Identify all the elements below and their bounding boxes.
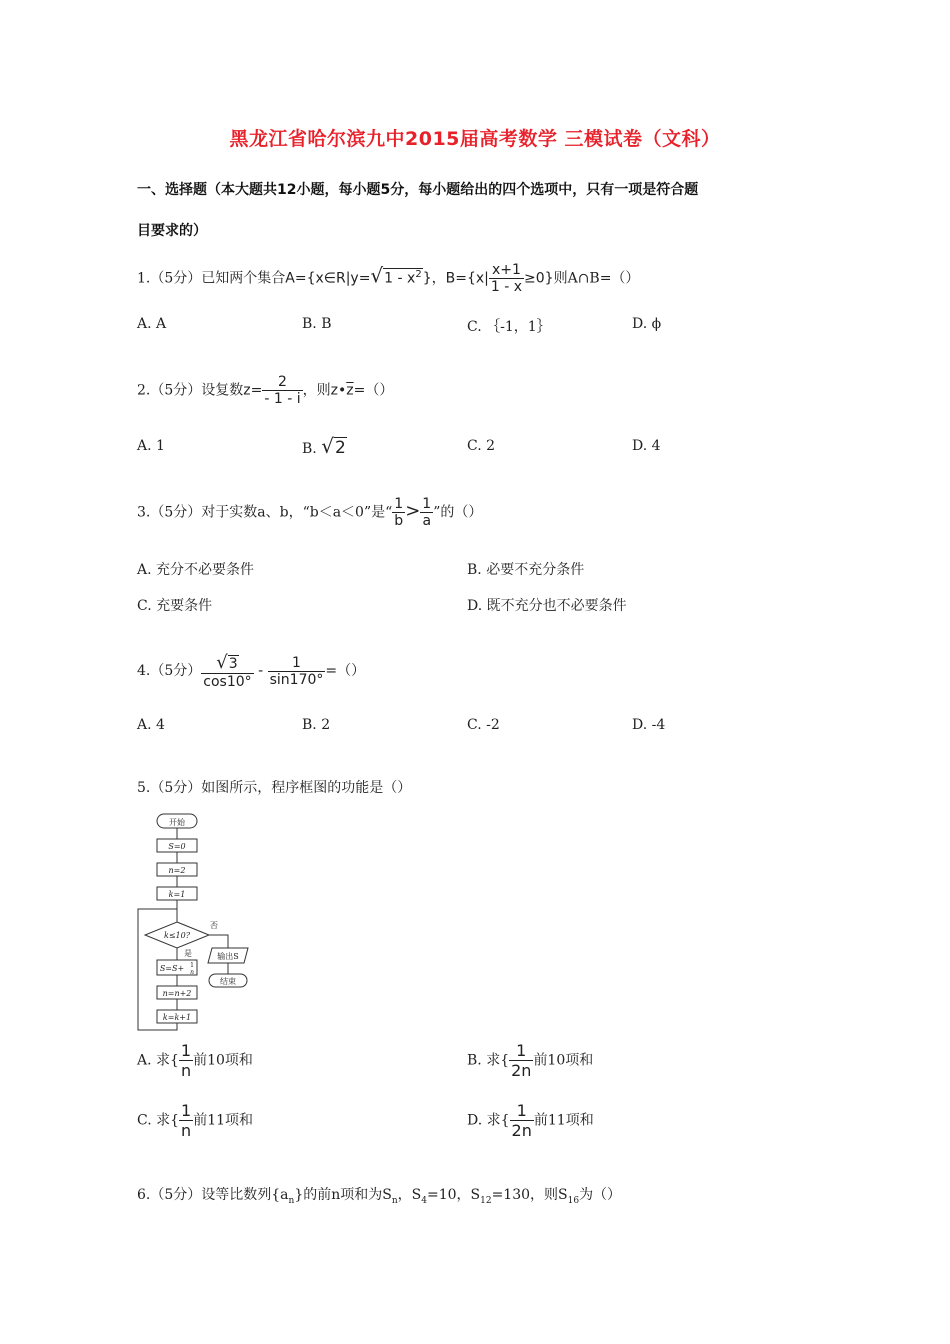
flowchart-update-n-label: n=n+2 bbox=[162, 989, 192, 998]
q5-option-c: C. 求{ $\frac{1}{n}$ 前11项和 bbox=[137, 1101, 254, 1140]
question-1: 1.（5分）已知两个集合A={x∈R|y=√1 - $x^2$}，B={x| $\frac{x+1}{1 - x}$ ≥0}则A∩B=（） bbox=[137, 262, 640, 295]
q1-lead: 1.（5分）已知两个集合 bbox=[137, 270, 286, 287]
question-2: 2.（5分）设复数z= $\frac{2}{- 1 - i}$ ，则$z•\overline{z}=()$ bbox=[137, 374, 394, 407]
flowchart-k1-label: k=1 bbox=[168, 890, 186, 899]
q1-option-c: C. ｛-1，1｝ bbox=[467, 319, 551, 335]
q4-fraction-1-over-sin170: $\frac{1}{\sin 170^\circ}$ bbox=[269, 654, 324, 688]
q1-option-d: D. ϕ bbox=[632, 316, 662, 332]
q1-option-b: B. B bbox=[302, 316, 332, 332]
q5-option-b: B. 求{ $\frac{1}{2n}$ 前10项和 bbox=[467, 1041, 594, 1080]
question-5: 5.（5分）如图所示，程序框图的功能是（） bbox=[137, 780, 412, 796]
question-6: 6.（5分）设等比数列$\{a_n\}$的前n项和为$S_n$，$S_4=10$，$S_{12}=130$，则$S_{16}$为（） bbox=[137, 1187, 622, 1206]
program-flowchart bbox=[130, 808, 260, 1036]
flowchart-condition-label: k≤10? bbox=[163, 931, 191, 940]
q3-option-a: A. 充分不必要条件 bbox=[137, 562, 255, 578]
flowchart-update-s-num: 1 bbox=[190, 962, 194, 969]
flowchart-output-label: 输出S bbox=[217, 952, 239, 961]
page-title: 黑龙江省哈尔滨九中2015届高考数学 三模试卷（文科） bbox=[229, 128, 721, 150]
flowchart-start-label: 开始 bbox=[169, 818, 185, 827]
radical-sign: √ bbox=[370, 263, 384, 288]
q4-option-a: A. 4 bbox=[137, 717, 165, 733]
q2-option-d: D. 4 bbox=[632, 438, 661, 454]
flowchart-n2-label: n=2 bbox=[168, 866, 186, 875]
section-heading-line2: 目要求的） bbox=[137, 223, 207, 239]
q5-option-d: D. 求{ $\frac{1}{2n}$ 前11项和 bbox=[467, 1101, 594, 1140]
q1-setA-radicand: $1 - x^2$ bbox=[384, 268, 422, 287]
flowchart-end-label: 结束 bbox=[220, 977, 236, 986]
q2-conjugate-z: $\overline{z}$ bbox=[346, 382, 354, 399]
q3-option-b: B. 必要不充分条件 bbox=[467, 562, 585, 578]
q2-option-b: B. √2 bbox=[302, 434, 346, 458]
section-heading-line1: 一、选择题（本大题共12小题，每小题5分，每小题给出的四个选项中，只有一项是符合题 bbox=[137, 182, 699, 198]
flowchart-no-branch bbox=[209, 935, 228, 948]
q3-option-c: C. 充要条件 bbox=[137, 598, 213, 614]
flowchart-update-s-den: n bbox=[190, 969, 194, 976]
q4-option-b: B. 2 bbox=[302, 717, 331, 733]
flowchart-s0-label: S=0 bbox=[168, 842, 186, 851]
q3-fraction-1-over-a: $\frac{1}{a}$ bbox=[422, 496, 432, 529]
radical-sign: √ bbox=[216, 652, 228, 673]
q2-fraction: $\frac{2}{- 1 - i}$ bbox=[264, 374, 301, 407]
q4-option-d: D. -4 bbox=[632, 717, 666, 733]
q1-setB-prefix: B={x| bbox=[445, 270, 489, 287]
flowchart-update-s-label: S=S+ bbox=[159, 964, 185, 973]
q5-option-a: A. 求{ $\frac{1}{n}$ 前10项和 bbox=[137, 1041, 253, 1080]
q3-fraction-1-over-b: $\frac{1}{b}$ bbox=[394, 496, 404, 529]
q1-option-a: A. A bbox=[137, 316, 167, 332]
q2-option-c: C. 2 bbox=[467, 438, 496, 454]
q2-option-a: A. 1 bbox=[137, 438, 165, 454]
flowchart-yes-label: 是 bbox=[184, 949, 192, 958]
radical-sign: √ bbox=[321, 434, 334, 458]
question-4: 4.（5分） $\frac{√3}{\cos 10^\circ}$ - $\frac{1}{\sin 170^\circ}$ =（） bbox=[137, 652, 366, 690]
q1-setB-fraction: $\frac{x+1}{1 - x}$ bbox=[490, 262, 523, 295]
q4-option-c: C. -2 bbox=[467, 717, 500, 733]
q4-fraction-sqrt3-over-cos10: $\frac{√3}{\cos 10^\circ}$ bbox=[203, 652, 252, 690]
flowchart-no-label: 否 bbox=[210, 921, 218, 930]
q3-option-d: D. 既不充分也不必要条件 bbox=[467, 598, 627, 614]
flowchart-update-k-label: k=k+1 bbox=[162, 1013, 192, 1022]
q1-setA-prefix: A={x∈R|y= bbox=[285, 270, 371, 287]
question-3: 3.（5分）对于实数a、b，“b＜a＜0”是“ $\frac{1}{b}$ > $\frac{1}{a}$ ”的（） bbox=[137, 496, 483, 529]
